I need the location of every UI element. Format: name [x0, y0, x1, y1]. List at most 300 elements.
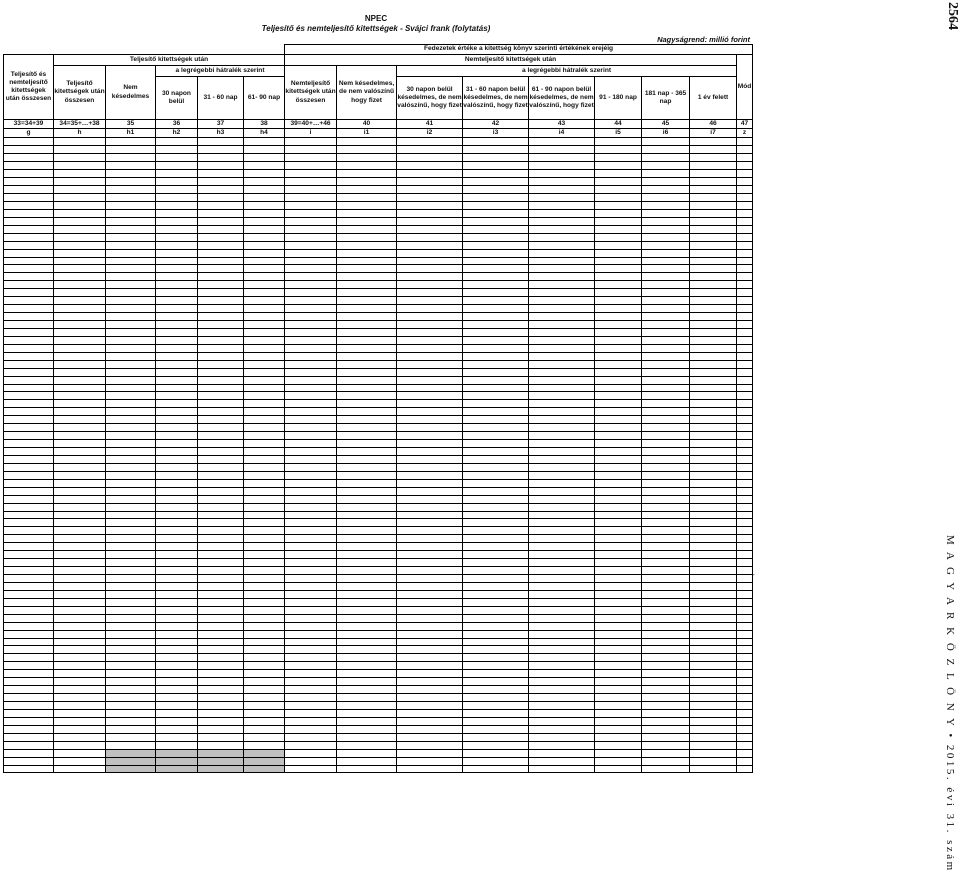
header-n-31-60-nap: 31 - 60 napon belül késedelmes, de nem valószínű, hogy fizet	[463, 77, 529, 120]
table-cell	[397, 733, 463, 741]
table-cell	[156, 670, 198, 678]
table-cell	[156, 551, 198, 559]
table-cell	[463, 455, 529, 463]
table-cell	[642, 757, 690, 765]
table-row	[4, 622, 753, 630]
table-row	[4, 638, 753, 646]
table-cell	[244, 654, 285, 662]
table-cell	[244, 154, 285, 162]
table-cell	[106, 344, 156, 352]
table-cell	[463, 233, 529, 241]
table-cell	[463, 662, 529, 670]
table-cell	[463, 376, 529, 384]
header-nem-kes-valoszinu: Nem késedelmes, de nem valószínű hogy fizet	[337, 66, 397, 120]
table-cell	[285, 368, 337, 376]
table-cell	[4, 543, 54, 551]
table-cell	[4, 289, 54, 297]
table-cell	[106, 424, 156, 432]
table-cell	[463, 622, 529, 630]
table-cell	[397, 725, 463, 733]
table-cell	[244, 590, 285, 598]
table-row	[4, 543, 753, 551]
table-row	[4, 765, 753, 773]
table-cell	[595, 717, 642, 725]
header-n-61-90-nap: 61 - 90 napon belül késedelmes, de nem valószínű, hogy fizet	[529, 77, 595, 120]
table-row	[4, 535, 753, 543]
table-cell	[285, 257, 337, 265]
table-cell	[595, 209, 642, 217]
table-cell	[106, 289, 156, 297]
table-cell	[642, 543, 690, 551]
table-cell	[198, 575, 244, 583]
table-cell	[285, 416, 337, 424]
table-cell	[337, 241, 397, 249]
table-cell	[337, 249, 397, 257]
table-row	[4, 733, 753, 741]
table-cell	[397, 448, 463, 456]
table-cell	[690, 567, 737, 575]
table-cell	[198, 725, 244, 733]
table-cell	[244, 455, 285, 463]
table-cell	[106, 463, 156, 471]
table-cell	[397, 281, 463, 289]
column-code-row	[4, 129, 753, 138]
table-cell	[529, 432, 595, 440]
table-cell	[337, 146, 397, 154]
table-cell	[463, 654, 529, 662]
table-cell	[337, 551, 397, 559]
table-cell	[529, 281, 595, 289]
table-cell	[642, 741, 690, 749]
table-cell	[737, 217, 753, 225]
table-cell	[337, 614, 397, 622]
table-cell	[198, 455, 244, 463]
table-cell	[690, 328, 737, 336]
table-cell	[4, 305, 54, 313]
table-cell	[198, 606, 244, 614]
table-cell	[463, 606, 529, 614]
table-cell	[642, 638, 690, 646]
table-cell	[106, 741, 156, 749]
table-cell	[595, 432, 642, 440]
table-cell	[337, 590, 397, 598]
table-cell	[337, 392, 397, 400]
table-cell	[198, 352, 244, 360]
table-cell	[156, 281, 198, 289]
table-cell	[529, 686, 595, 694]
column-code: i6	[642, 129, 690, 138]
unit-note: Nagyságrend: millió forint	[657, 35, 750, 44]
table-cell	[156, 178, 198, 186]
table-cell	[244, 368, 285, 376]
column-number: 34=35+…+38	[54, 120, 106, 129]
table-cell	[463, 479, 529, 487]
table-cell	[4, 138, 54, 146]
table-cell	[4, 527, 54, 535]
table-cell	[54, 217, 106, 225]
table-cell	[156, 527, 198, 535]
table-cell	[337, 582, 397, 590]
table-cell	[198, 217, 244, 225]
table-cell	[595, 686, 642, 694]
table-cell	[106, 582, 156, 590]
table-row	[4, 694, 753, 702]
table-cell	[642, 709, 690, 717]
table-cell	[337, 138, 397, 146]
table-cell	[285, 702, 337, 710]
table-cell	[54, 527, 106, 535]
table-cell	[285, 384, 337, 392]
table-cell	[397, 479, 463, 487]
table-cell	[198, 321, 244, 329]
table-cell	[463, 733, 529, 741]
table-row	[4, 511, 753, 519]
table-cell	[397, 297, 463, 305]
table-cell	[463, 757, 529, 765]
table-cell	[642, 297, 690, 305]
table-cell	[463, 614, 529, 622]
table-cell	[737, 273, 753, 281]
table-cell	[198, 495, 244, 503]
table-cell	[198, 654, 244, 662]
table-cell	[690, 709, 737, 717]
table-cell	[54, 321, 106, 329]
table-cell	[285, 686, 337, 694]
table-cell	[4, 178, 54, 186]
table-cell	[337, 479, 397, 487]
table-cell	[4, 360, 54, 368]
table-cell	[642, 686, 690, 694]
table-cell	[595, 225, 642, 233]
table-cell	[529, 400, 595, 408]
table-cell	[337, 622, 397, 630]
table-cell	[106, 590, 156, 598]
table-cell	[642, 614, 690, 622]
table-cell	[595, 606, 642, 614]
column-number: 35	[106, 120, 156, 129]
table-cell	[106, 709, 156, 717]
table-cell	[244, 170, 285, 178]
table-cell	[285, 201, 337, 209]
table-cell	[642, 233, 690, 241]
table-cell	[244, 440, 285, 448]
table-cell	[690, 217, 737, 225]
column-number: 46	[690, 120, 737, 129]
table-cell	[529, 702, 595, 710]
table-cell	[463, 487, 529, 495]
table-cell	[285, 313, 337, 321]
table-cell	[198, 416, 244, 424]
table-cell	[337, 598, 397, 606]
table-cell	[106, 559, 156, 567]
table-cell	[529, 297, 595, 305]
table-cell	[106, 416, 156, 424]
table-cell	[4, 201, 54, 209]
table-cell	[156, 305, 198, 313]
table-cell	[54, 455, 106, 463]
table-cell	[106, 225, 156, 233]
table-cell	[244, 313, 285, 321]
table-cell	[54, 519, 106, 527]
table-cell	[642, 408, 690, 416]
table-row	[4, 670, 753, 678]
table-cell	[529, 170, 595, 178]
table-cell	[642, 360, 690, 368]
table-cell	[285, 233, 337, 241]
table-cell	[463, 471, 529, 479]
table-row	[4, 455, 753, 463]
table-cell	[106, 511, 156, 519]
table-cell	[595, 408, 642, 416]
table-cell	[156, 582, 198, 590]
table-cell	[285, 479, 337, 487]
table-cell	[244, 392, 285, 400]
table-cell	[198, 305, 244, 313]
table-cell	[198, 241, 244, 249]
table-cell	[4, 146, 54, 154]
table-cell	[737, 186, 753, 194]
table-cell	[642, 606, 690, 614]
table-cell	[244, 201, 285, 209]
column-number: 43	[529, 120, 595, 129]
table-cell	[285, 352, 337, 360]
table-cell	[4, 225, 54, 233]
table-cell	[529, 654, 595, 662]
table-cell	[106, 717, 156, 725]
table-cell	[690, 575, 737, 583]
table-row	[4, 352, 753, 360]
table-cell	[244, 360, 285, 368]
table-cell	[529, 440, 595, 448]
table-cell	[285, 765, 337, 773]
table-cell	[198, 225, 244, 233]
table-cell	[595, 233, 642, 241]
table-cell	[337, 336, 397, 344]
table-cell	[690, 424, 737, 432]
table-cell	[595, 463, 642, 471]
table-cell	[244, 479, 285, 487]
table-cell	[156, 201, 198, 209]
table-cell	[463, 646, 529, 654]
table-cell	[285, 511, 337, 519]
table-cell	[397, 178, 463, 186]
table-cell	[642, 590, 690, 598]
table-cell	[54, 384, 106, 392]
table-cell	[737, 630, 753, 638]
table-cell	[690, 392, 737, 400]
table-cell	[156, 154, 198, 162]
table-cell	[4, 448, 54, 456]
table-cell	[54, 694, 106, 702]
header-nemteljesito-group: Nemteljesítő kitettségek után	[285, 55, 737, 66]
table-cell	[106, 519, 156, 527]
table-cell	[54, 194, 106, 202]
table-cell	[337, 575, 397, 583]
table-row	[4, 559, 753, 567]
table-cell	[463, 630, 529, 638]
table-cell	[397, 662, 463, 670]
table-cell	[156, 217, 198, 225]
table-cell	[397, 360, 463, 368]
table-cell	[4, 686, 54, 694]
column-code: g	[4, 129, 54, 138]
table-cell	[690, 336, 737, 344]
table-row	[4, 289, 753, 297]
table-row	[4, 448, 753, 456]
column-number: 33=34+39	[4, 120, 54, 129]
table-cell	[397, 146, 463, 154]
table-cell	[285, 344, 337, 352]
header-all-total: Teljesítő és nemteljesítő kitettségek után összesen	[4, 55, 54, 120]
table-cell	[737, 368, 753, 376]
table-cell	[463, 257, 529, 265]
table-cell	[737, 249, 753, 257]
table-cell	[463, 511, 529, 519]
table-cell	[337, 321, 397, 329]
table-cell	[4, 162, 54, 170]
table-cell	[54, 741, 106, 749]
table-cell	[337, 654, 397, 662]
table-cell	[642, 416, 690, 424]
table-cell	[106, 543, 156, 551]
table-cell	[285, 225, 337, 233]
table-cell	[54, 503, 106, 511]
table-cell	[285, 360, 337, 368]
table-cell	[4, 551, 54, 559]
table-cell	[106, 455, 156, 463]
table-cell	[595, 702, 642, 710]
table-cell	[690, 432, 737, 440]
table-cell	[337, 543, 397, 551]
table-cell	[198, 249, 244, 257]
table-cell	[397, 233, 463, 241]
table-cell	[690, 376, 737, 384]
table-cell	[285, 209, 337, 217]
table-cell	[285, 154, 337, 162]
table-cell	[529, 598, 595, 606]
table-cell	[595, 725, 642, 733]
table-cell	[54, 582, 106, 590]
table-cell	[397, 630, 463, 638]
table-cell	[529, 289, 595, 297]
table-row	[4, 273, 753, 281]
table-cell	[4, 741, 54, 749]
table-cell	[244, 217, 285, 225]
table-cell	[595, 344, 642, 352]
table-cell	[737, 622, 753, 630]
table-cell	[54, 678, 106, 686]
table-cell	[690, 646, 737, 654]
table-cell	[642, 765, 690, 773]
table-cell	[737, 154, 753, 162]
table-cell	[54, 733, 106, 741]
table-row	[4, 479, 753, 487]
table-cell	[737, 170, 753, 178]
table-cell	[595, 487, 642, 495]
table-cell	[737, 543, 753, 551]
table-cell	[54, 630, 106, 638]
table-cell	[463, 463, 529, 471]
table-cell	[595, 313, 642, 321]
table-cell	[106, 598, 156, 606]
table-cell	[737, 495, 753, 503]
table-cell	[595, 321, 642, 329]
table-row	[4, 741, 753, 749]
table-cell	[106, 535, 156, 543]
table-cell	[337, 162, 397, 170]
table-cell	[737, 400, 753, 408]
table-cell	[642, 400, 690, 408]
table-cell	[285, 487, 337, 495]
table-cell	[595, 424, 642, 432]
table-cell	[529, 376, 595, 384]
table-cell	[285, 503, 337, 511]
table-cell	[397, 606, 463, 614]
table-row	[4, 527, 753, 535]
column-code: h2	[156, 129, 198, 138]
table-cell	[4, 638, 54, 646]
table-cell	[529, 313, 595, 321]
column-code: i7	[690, 129, 737, 138]
table-cell	[529, 614, 595, 622]
table-cell	[529, 487, 595, 495]
table-cell	[244, 289, 285, 297]
table-cell	[156, 646, 198, 654]
table-cell	[737, 511, 753, 519]
table-cell	[156, 567, 198, 575]
table-cell	[737, 233, 753, 241]
table-cell	[54, 170, 106, 178]
table-cell	[529, 575, 595, 583]
table-cell	[737, 717, 753, 725]
table-cell	[244, 384, 285, 392]
table-cell	[595, 138, 642, 146]
table-cell	[337, 559, 397, 567]
table-cell	[337, 670, 397, 678]
table-cell	[397, 614, 463, 622]
table-cell	[244, 741, 285, 749]
table-cell	[156, 503, 198, 511]
table-cell	[156, 138, 198, 146]
table-cell	[244, 503, 285, 511]
table-cell	[463, 559, 529, 567]
table-cell	[54, 757, 106, 765]
table-cell	[690, 543, 737, 551]
table-cell	[463, 717, 529, 725]
table-cell	[737, 178, 753, 186]
table-cell	[642, 582, 690, 590]
table-cell	[337, 638, 397, 646]
table-cell	[463, 170, 529, 178]
table-cell	[529, 344, 595, 352]
table-cell	[529, 186, 595, 194]
table-cell	[397, 527, 463, 535]
table-cell	[529, 567, 595, 575]
column-code: z	[737, 129, 753, 138]
table-row	[4, 360, 753, 368]
table-cell	[463, 638, 529, 646]
table-cell	[595, 416, 642, 424]
table-cell	[244, 265, 285, 273]
table-cell	[4, 598, 54, 606]
table-cell	[690, 241, 737, 249]
table-row	[4, 686, 753, 694]
table-cell	[737, 551, 753, 559]
table-cell	[285, 432, 337, 440]
column-code: i4	[529, 129, 595, 138]
table-cell	[397, 289, 463, 297]
table-cell	[595, 590, 642, 598]
